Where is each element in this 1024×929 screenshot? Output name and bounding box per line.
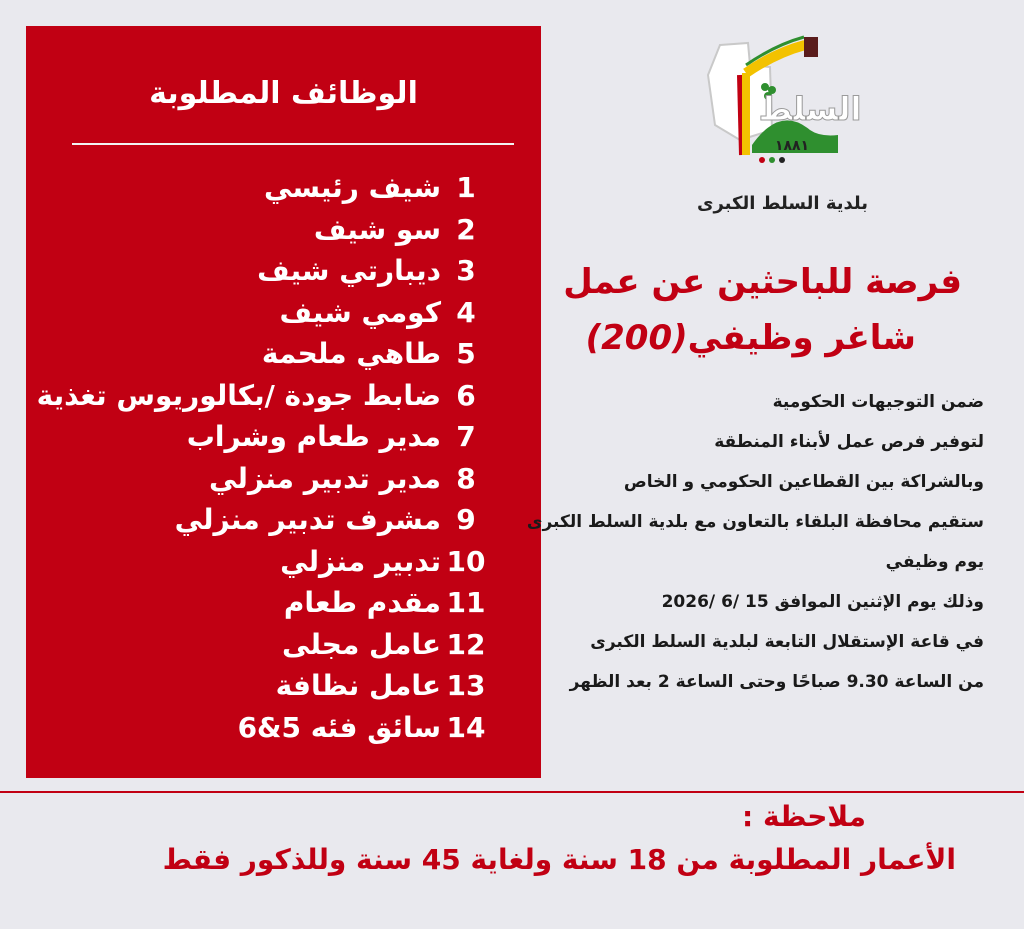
job-item xyxy=(26,543,541,585)
info-line: ستقيم محافظة البلقاء بالتعاون مع بلدية السلط الكبرى xyxy=(526,512,984,532)
job-number: 9 xyxy=(456,503,476,536)
job-item xyxy=(26,418,541,460)
headline-vacancy-count: (200) xyxy=(585,318,688,358)
job-title: شيف رئيسي xyxy=(264,171,441,204)
job-title: سو شيف xyxy=(313,212,441,246)
municipality-logo xyxy=(700,35,862,170)
job-item xyxy=(26,584,541,626)
jobs-panel-title: الوظائف المطلوبة xyxy=(149,76,418,111)
info-line: في قاعة الإستقلال التابعة لبلدية السلط الكبرى xyxy=(590,632,984,652)
job-number: 10 xyxy=(446,544,486,578)
job-number: 8 xyxy=(456,461,476,495)
job-title: سائق فئه 5&6 xyxy=(237,710,441,744)
job-item xyxy=(26,211,541,253)
logo-city-text: السلط xyxy=(758,90,862,128)
job-number: 2 xyxy=(456,212,476,246)
job-item xyxy=(26,252,541,294)
note-text: الأعمار المطلوبة من 18 سنة ولغاية 45 سنة وللذكور فقط xyxy=(162,843,956,876)
logo-year-text: ١٨٨١ xyxy=(774,138,810,154)
job-title: طاهي ملحمة xyxy=(261,337,441,370)
headline-vacancy-text: شاغر وظيفي xyxy=(687,318,916,358)
jobs-list xyxy=(26,169,541,750)
job-title: مدير تدبير منزلي xyxy=(208,461,441,495)
job-number: 12 xyxy=(446,627,486,661)
info-line: من الساعة 9.30 صباحًا وحتى الساعة 2 بعد الظهر xyxy=(569,672,984,692)
job-title: ضابط جودة /بكالوريوس تغذية xyxy=(36,378,441,412)
job-number: 7 xyxy=(456,420,476,453)
job-item xyxy=(26,667,541,709)
job-item xyxy=(26,169,541,211)
job-number: 13 xyxy=(446,669,486,702)
job-title: مدير طعام وشراب xyxy=(186,420,441,453)
headline-primary: فرصة للباحثين عن عمل xyxy=(563,262,962,302)
job-title: تدبير منزلي xyxy=(280,544,441,578)
job-title: عامل نظافة xyxy=(275,669,441,702)
info-line: لتوفير فرص عمل لأبناء المنطقة xyxy=(714,432,984,452)
job-number: 1 xyxy=(456,171,476,204)
tower-icon xyxy=(804,37,818,57)
job-number: 5 xyxy=(456,337,476,370)
job-title: مشرف تدبير منزلي xyxy=(174,503,441,536)
municipality-name: بلدية السلط الكبرى xyxy=(696,193,869,214)
job-number: 14 xyxy=(446,710,486,744)
job-number: 6 xyxy=(456,378,476,412)
info-line: وذلك يوم الإثنين الموافق 15 /6 /2026 xyxy=(661,592,984,612)
jobs-panel-divider xyxy=(72,143,514,145)
job-title: عامل مجلى xyxy=(282,627,441,661)
section-divider xyxy=(0,791,1024,793)
job-title: ديبارتي شيف xyxy=(257,254,441,287)
note-label: ملاحظة : xyxy=(742,800,866,833)
job-number: 3 xyxy=(456,254,476,287)
job-item xyxy=(26,709,541,751)
job-title: كومي شيف xyxy=(279,295,441,329)
info-line: يوم وظيفي xyxy=(885,552,984,572)
job-item xyxy=(26,626,541,668)
info-line: ضمن التوجيهات الحكومية xyxy=(772,392,984,412)
job-item xyxy=(26,501,541,543)
job-number: 11 xyxy=(446,586,486,619)
job-item xyxy=(26,335,541,377)
job-item xyxy=(26,294,541,336)
jobs-panel xyxy=(26,26,541,778)
headline-secondary xyxy=(546,318,916,358)
job-number: 4 xyxy=(456,295,476,329)
info-line: وبالشراكة بين القطاعين الحكومي و الخاص xyxy=(623,472,984,492)
job-item xyxy=(26,460,541,502)
job-title: مقدم طعام xyxy=(283,586,441,619)
event-info-list xyxy=(527,392,984,712)
job-item xyxy=(26,377,541,419)
